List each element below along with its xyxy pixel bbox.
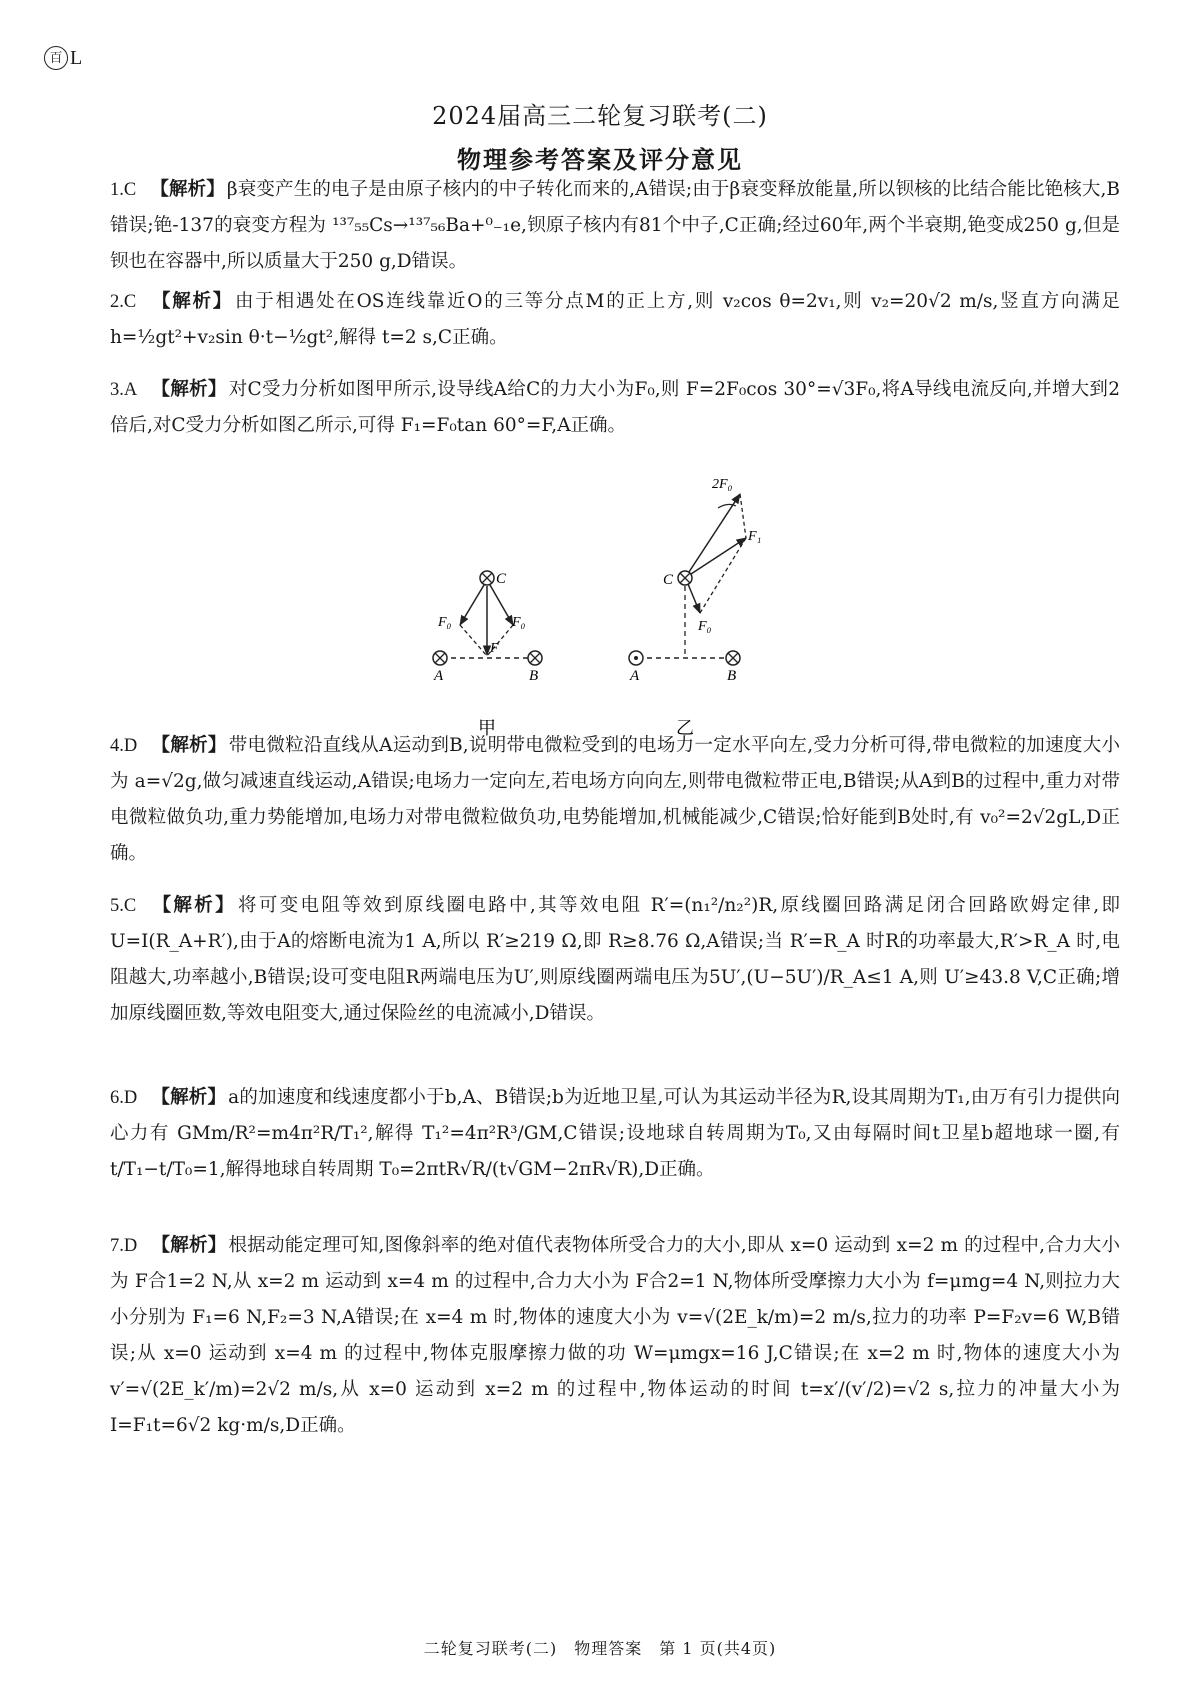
force-arrow-f0-right [490,585,513,625]
question-text: 将可变电阻等效到原线圈电路中,其等效电阻 R′=(n₁²/n₂²)R,原线圈回路满足闭合回路欧姆定律,即 U=I(R_A+R′),由于A的熔断电流为1 A,所以 R′≥219 Ω,即 R≥8.76 Ω,A错误;当 R′=R_A 时R的功率最大,R′>R_A 时,电阻越大,功率越小,B错误;设可变电阻R两端电压为U′,则原线圈两端电压为5U′,(U−5U′)/R_A≤1 A,则 U′≥43.8 V,C正确;增加原线圈匝数,等效电阻变大,通过保险丝的电流减小,D错误。 [110,895,1120,1024]
caption-jia: 甲 [478,718,496,739]
analysis-tag: 【解析】 [151,1087,227,1108]
label-f0-left: F₀ [438,615,452,630]
page-subtitle: 物理参考答案及评分意见 [457,146,743,174]
question-text: 根据动能定理可知,图像斜率的绝对值代表物体所受合力的大小,即从 x=0 运动到 x=2 m 的过程中,合力大小为 F合1=2 N,从 x=2 m 运动到 x=4 m 的过程中,合力大小为 F合2=1 N,物体所受摩擦力大小为 f=μmg=4 N,则拉力大小分别为 F₁=6 N,F₂=3 N,A错误;在 x=4 m 时,物体的速度大小为 v=√(2E_k/m)=2 m/s,拉力的功率 P=F₂v=6 W,B错误;从 x=0 运动到 x=4 m 的过程中,物体克服摩擦力做的功 W=μmgx=16 J,C错误;在 x=2 m 时,物体的速度大小为 v′=√(2E_k′/m)=2√2 m/s,从 x=0 运动到 x=2 m 的过程中,物体运动的时间 t=x′/(v′/2)=√2 s,拉力的冲量大小为 I=F₁t=6√2 kg·m/s,D正确。 [110,1235,1120,1436]
label-c: C [496,571,507,587]
force-arrow-2f0 [689,494,740,572]
diagram-yi [629,477,761,739]
diagram-jia [433,571,542,739]
analysis-tag: 【解析】 [150,291,234,312]
question-3 [110,372,1120,444]
force-diagram-svg [420,470,790,739]
question-1 [110,172,1120,280]
label-a: A [630,668,640,684]
analysis-tag: 【解析】 [150,179,225,200]
question-6 [110,1080,1120,1188]
label-c: C [663,572,674,588]
page-footer: 二轮复习联考(二) 物理答案 第 1 页(共4页) [423,1639,777,1658]
label-f0-right: F₀ [512,615,526,630]
analysis-tag: 【解析】 [151,1235,227,1256]
analysis-tag: 【解析】 [151,735,227,756]
question-2 [110,284,1120,356]
question-5 [110,888,1120,1032]
question-text: β衰变产生的电子是由原子核内的中子转化而来的,A错误;由于β衰变释放能量,所以钡核的比结合能比铯核大,B错误;铯-137的衰变方程为 ¹³⁷₅₅Cs→¹³⁷₅₆Ba+⁰₋₁e,钡原子核内有81个中子,C正确;经过60年,两个半衰期,铯变成250 g,但是钡也在容器中,所以质量大于250 g,D错误。 [110,179,1120,272]
question-number: 4.D [110,736,138,756]
analysis-tag: 【解析】 [151,379,227,400]
label-f: F [490,641,499,656]
publisher-logo [44,46,82,70]
logo-glyph: 百 [44,46,68,70]
page-title: 2024届高三二轮复习联考(二) [432,102,768,130]
question-number: 5.C [110,896,137,916]
logo-letter: L [70,46,83,69]
force-diagram-figure [420,470,790,739]
label-f0: F₀ [698,619,712,634]
question-4 [110,728,1120,872]
force-arrow-f0-left [460,585,484,625]
wire-a-dot-icon [629,651,643,665]
label-b: B [529,668,539,684]
question-number: 6.D [110,1088,138,1108]
wire-c-cross-icon [480,571,494,585]
question-text: 由于相遇处在OS连线靠近O的三等分点M的正上方,则 v₂cos θ=2v₁,则 v₂=20√2 m/s,竖直方向满足 h=½gt²+v₂sin θ·t−½gt²,解得 t=2 s,C正确。 [110,291,1120,348]
caption-yi: 乙 [676,718,694,739]
question-number: 2.C [110,292,137,312]
label-a: A [434,668,444,684]
force-arrow-f0 [688,584,700,613]
wire-b-cross-icon [528,651,542,665]
question-number: 7.D [110,1236,138,1256]
label-f1: F₁ [748,529,762,544]
question-7 [110,1228,1120,1444]
question-text: 对C受力分析如图甲所示,设导线A给C的力大小为F₀,则 F=2F₀cos 30°=√3F₀,将A导线电流反向,并增大到2倍后,对C受力分析如图乙所示,可得 F₁=F₀tan 60°=F,A正确。 [110,379,1120,436]
wire-c-cross-icon [678,571,692,585]
label-b: B [727,668,737,684]
question-text: 带电微粒沿直线从A运动到B,说明带电微粒受到的电场力一定水平向左,受力分析可得,带电微粒的加速度大小为 a=√2g,做匀减速直线运动,A错误;电场力一定向左,若电场方向向左,则带电微粒带正电,B错误;从A到B的过程中,重力对带电微粒做负功,重力势能增加,电场力对带电微粒做负功,电势能增加,机械能减少,C错误;恰好能到B处时,有 v₀²=2√2gL,D正确。 [110,735,1120,864]
analysis-tag: 【解析】 [150,895,236,916]
question-number: 3.A [110,380,138,400]
question-text: a的加速度和线速度都小于b,A、B错误;b为近地卫星,可认为其运动半径为R,设其周期为T₁,由万有引力提供向心力有 GMm/R²=m4π²R/T₁²,解得 T₁²=4π²R³/GM,C错误;设地球自转周期为T₀,又由每隔时间t卫星b超地球一圈,有 t/T₁−t/T₀=1,解得地球自转周期 T₀=2πtR√R/(t√GM−2πR√R),D正确。 [110,1087,1120,1180]
label-2f0: 2F₀ [712,477,733,492]
wire-a-cross-icon [433,651,447,665]
question-number: 1.C [110,180,137,200]
wire-b-cross-icon [726,651,740,665]
